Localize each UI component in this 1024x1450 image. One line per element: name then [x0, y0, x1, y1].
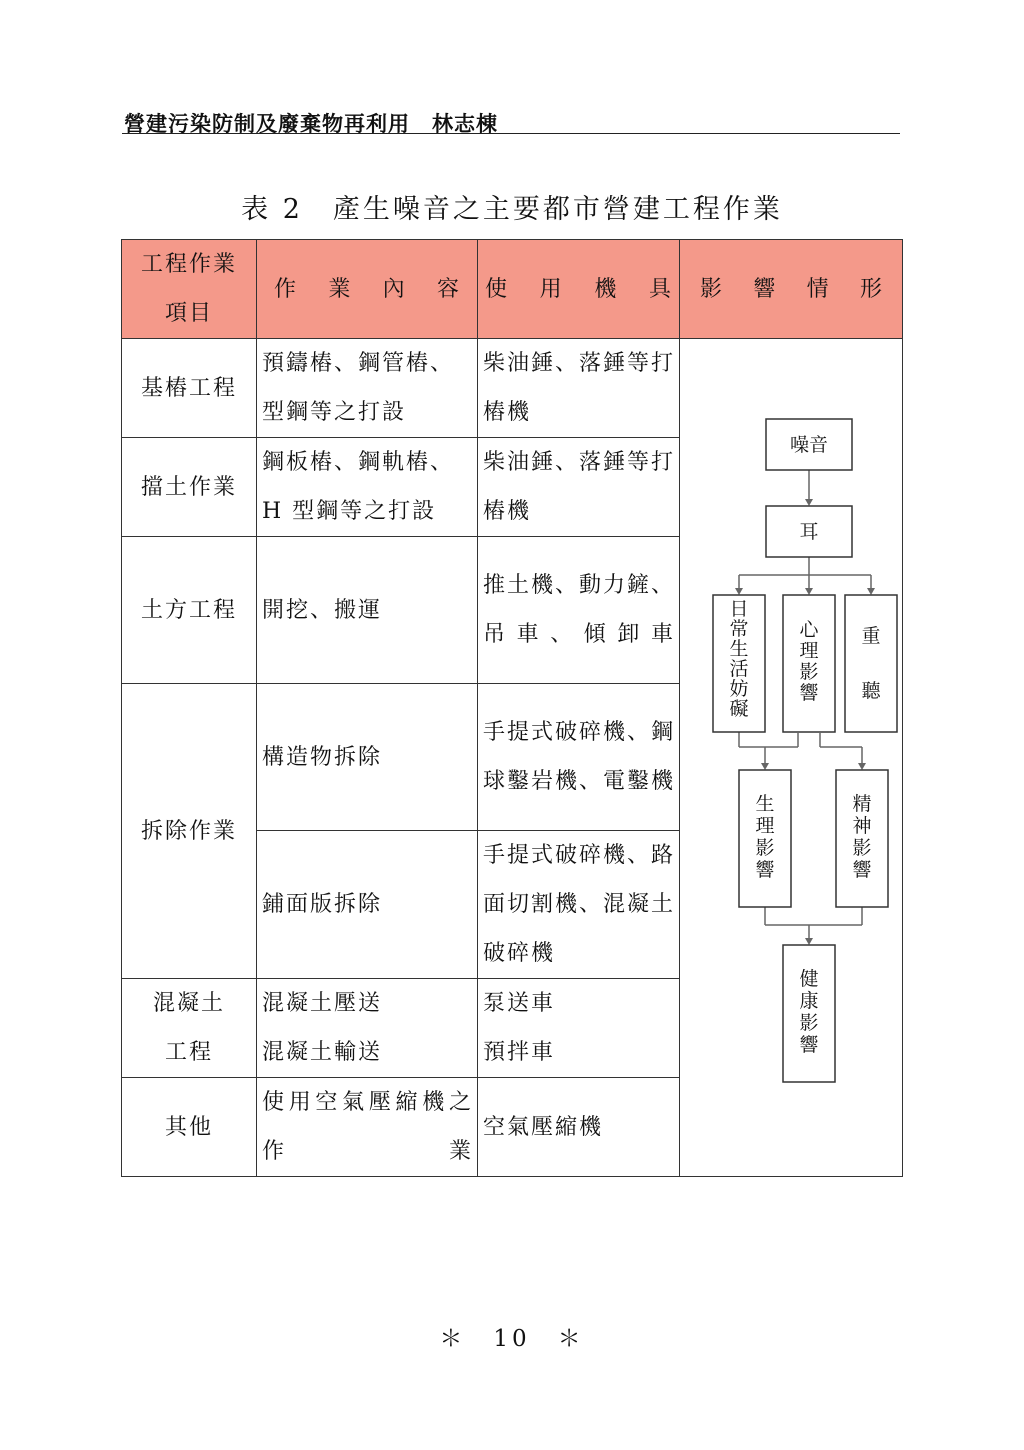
ear-label: 耳: [799, 521, 819, 543]
cell-tools: 手提式破碎機、路面切割機、混凝土破碎機: [478, 831, 680, 979]
page-number: ＊ 10 ＊: [439, 1326, 585, 1352]
cell-tools: 柴油錘、落錘等打樁機: [478, 339, 680, 438]
cell-item: 土方工程: [122, 537, 257, 684]
cell-item: 基樁工程: [122, 339, 257, 438]
cell-content: 鋼板樁、鋼軌樁、H 型鋼等之打設: [257, 438, 478, 537]
cell-content: 開挖、搬運: [257, 537, 478, 684]
header-effects-label: 影 響 情 形: [700, 276, 884, 302]
daily-label: 日常生活妨礙: [729, 598, 749, 720]
cell-content: 構造物拆除: [257, 684, 478, 831]
mental-label: 精神影響: [852, 793, 872, 881]
deaf-label: 重聽: [861, 625, 881, 702]
cell-content-text: 使用空氣壓縮機之作業: [262, 1090, 473, 1164]
cell-content: 鋪面版拆除: [257, 831, 478, 979]
noise-label: 噪音: [789, 434, 829, 456]
cell-tools-text: 推土機、動力鏟、吊車、傾卸車: [483, 573, 676, 647]
header-item-label: 工程作業項目: [140, 252, 237, 326]
cell-item: 擋土作業: [122, 438, 257, 537]
cell-tools: 手提式破碎機、鋼球鑿岩機、電鑿機: [478, 684, 680, 831]
psych-label: 心理影響: [799, 619, 819, 704]
cell-item: 拆除作業: [122, 684, 257, 979]
cell-tools: 柴油錘、落錘等打樁機: [478, 438, 680, 537]
cell-item: 其他: [122, 1078, 257, 1177]
header-content-label: 作 業 內 容: [274, 276, 461, 302]
health-label: 健康影響: [799, 968, 819, 1056]
cell-item-text: 混凝土工程: [152, 991, 225, 1065]
deaf-box: [845, 595, 897, 732]
running-header: 營建污染防制及廢棄物再利用 林志棟: [124, 111, 498, 136]
cell-tools-text: 泵送車預拌車: [483, 991, 556, 1065]
header-tools-label: 使 用 機 具: [485, 276, 673, 302]
cell-content-text: 混凝土壓送混凝土輸送: [262, 991, 383, 1065]
cell-tools: 空氣壓縮機: [478, 1078, 680, 1177]
physio-label: 生理影響: [755, 793, 775, 881]
table-title: 表 2 產生噪音之主要都市營建工程作業: [241, 194, 783, 225]
cell-content: 預鑄樁、鋼管樁、型鋼等之打設: [257, 339, 478, 438]
